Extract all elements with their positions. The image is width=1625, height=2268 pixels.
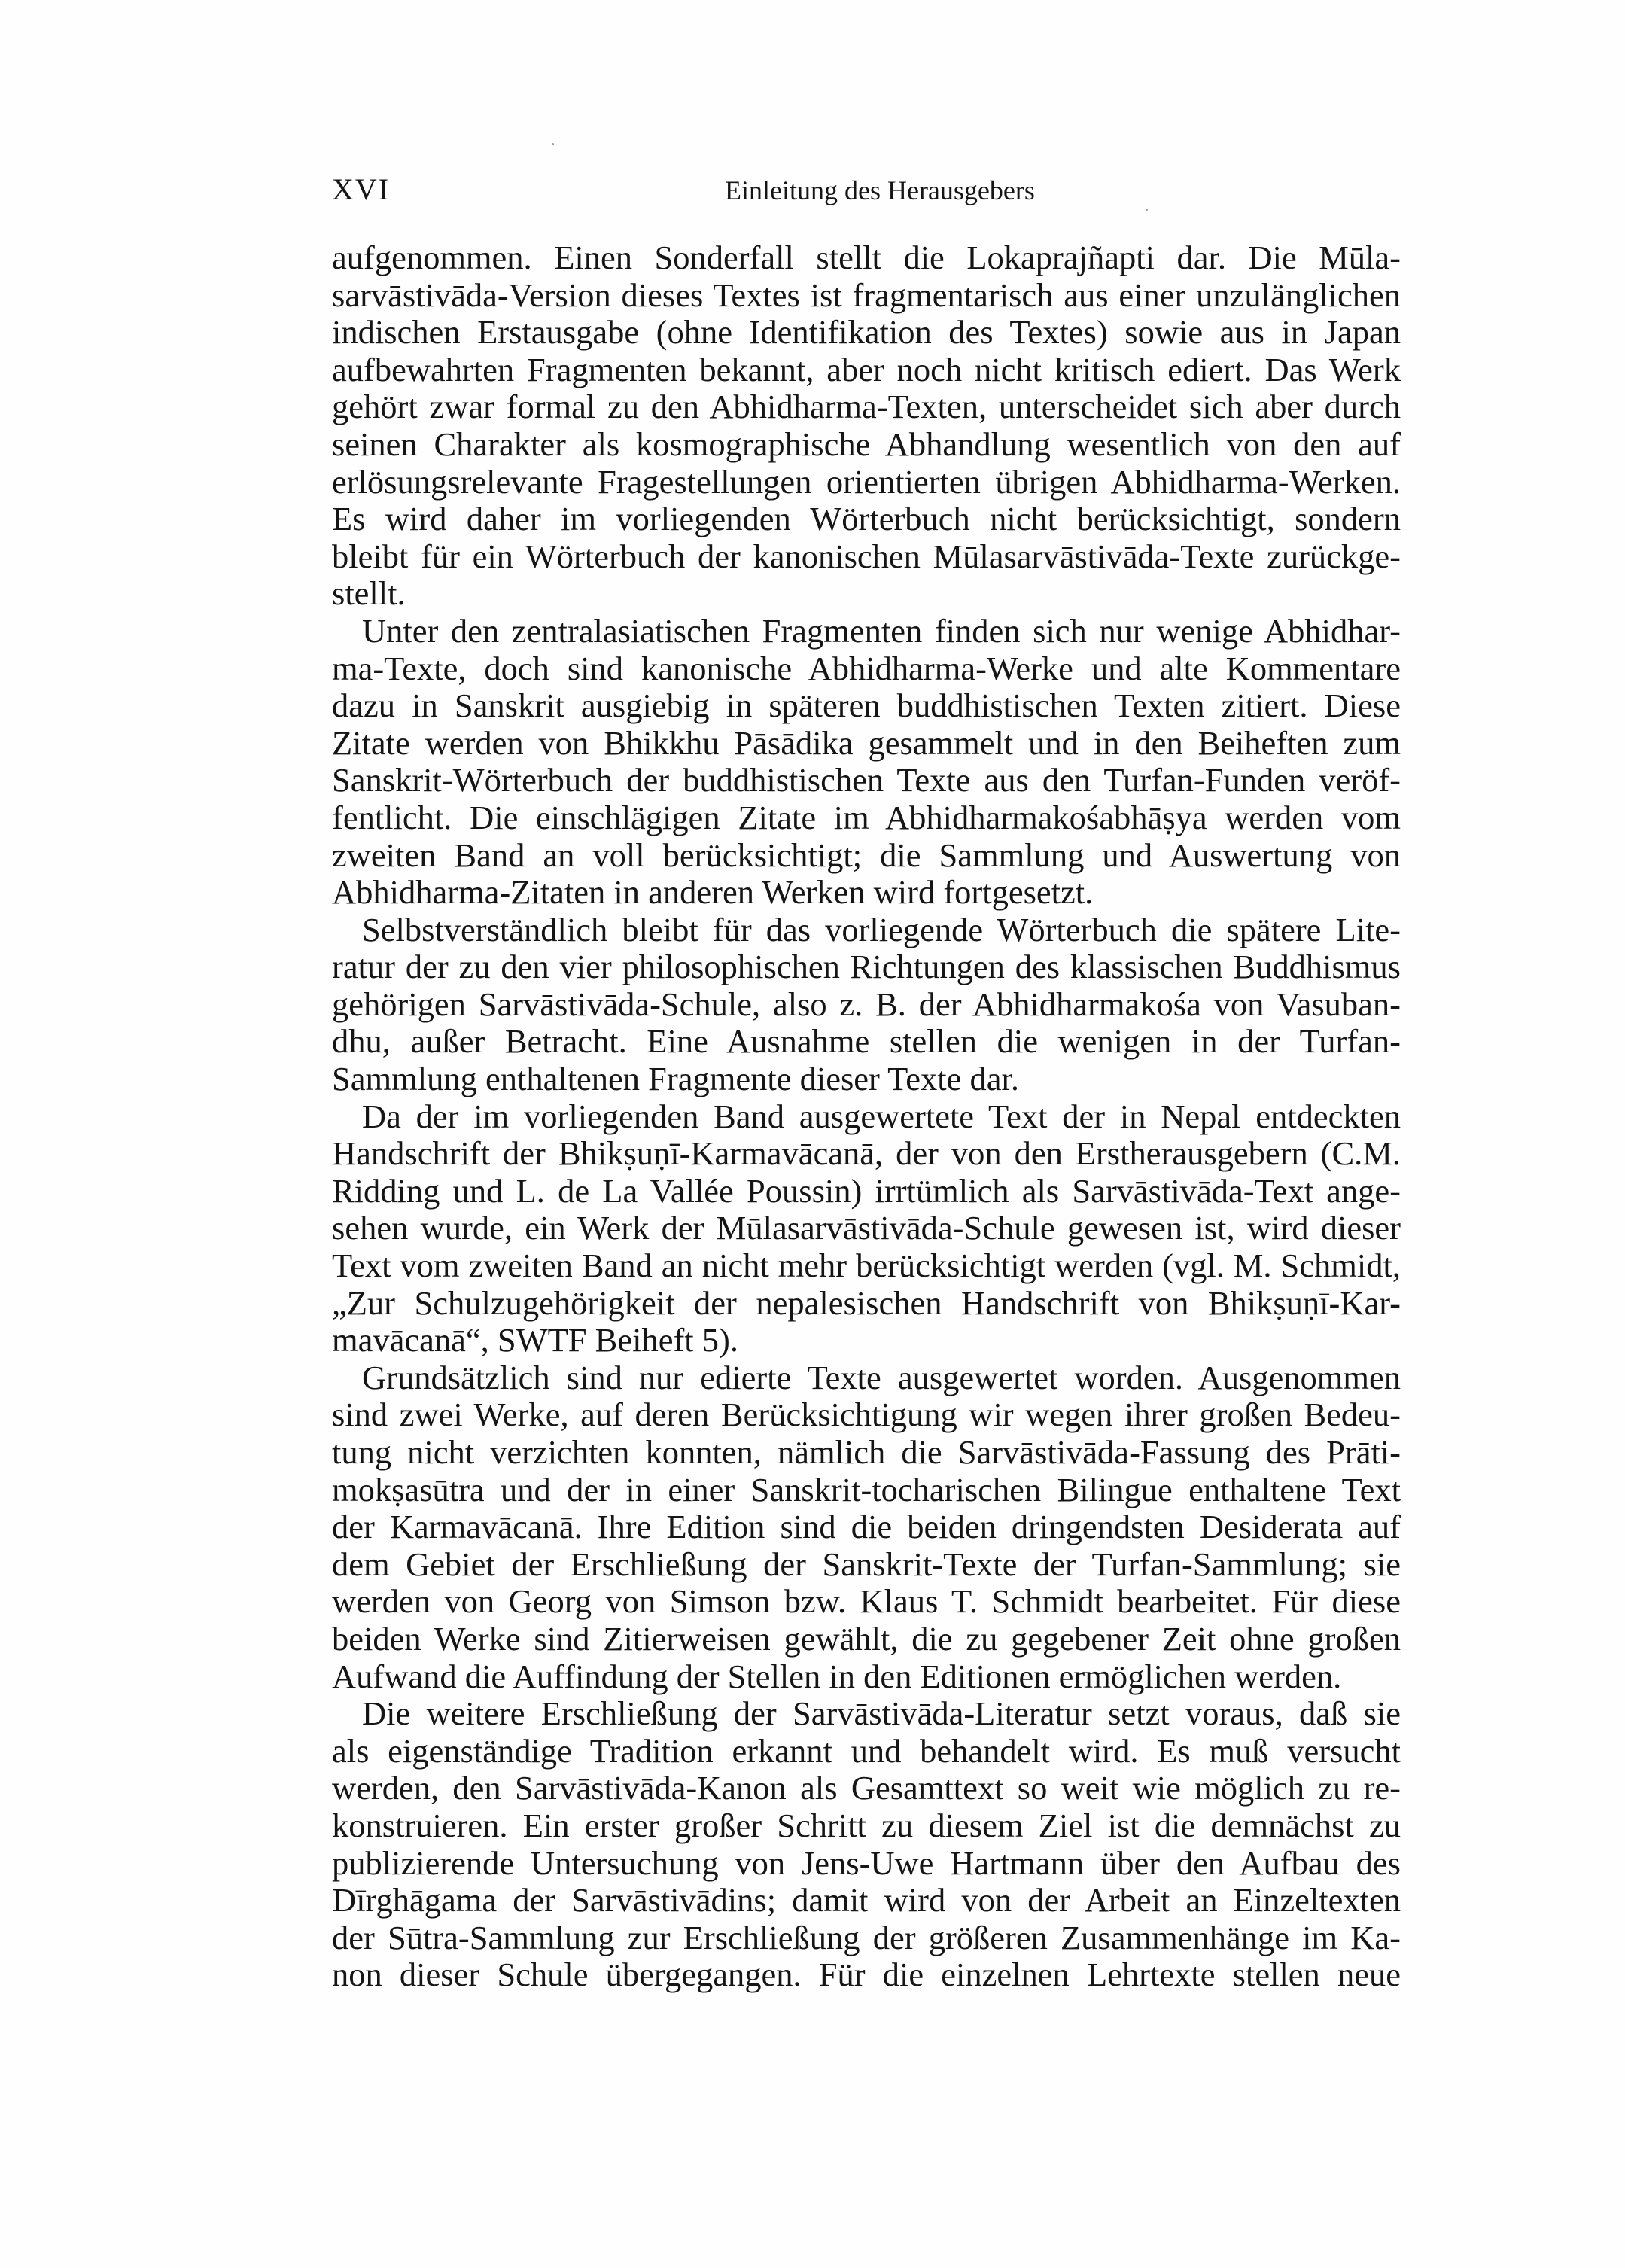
paragraph-2	[332, 613, 1401, 912]
text-line: Es wird daher im vorliegenden Wörterbuch nicht berücksichtigt, sondern	[332, 500, 1401, 538]
text-line: sind zwei Werke, auf deren Berücksichtigung wir wegen ihrer großen Bedeu-	[332, 1396, 1401, 1434]
text-line: dazu in Sanskrit ausgiebig in späteren buddhistischen Texten zitiert. Diese	[332, 686, 1401, 725]
text-line: ratur der zu den vier philosophischen Richtungen des klassischen Buddhismus	[332, 948, 1401, 986]
text-line: der Sūtra-Sammlung zur Erschließung der größeren Zusammenhänge im Ka-	[332, 1918, 1401, 1956]
text-line: mavācanā“, SWTF Beiheft 5).	[332, 1321, 738, 1359]
text-line: der Karmavācanā. Ihre Edition sind die beiden dringendsten Desiderata auf	[332, 1508, 1401, 1546]
text-line: zweiten Band an voll berücksichtigt; die Sammlung und Auswertung von	[332, 836, 1401, 874]
text-line: Zitate werden von Bhikkhu Pāsādika gesammelt und in den Beiheften zum	[332, 723, 1401, 762]
scan-speck	[1146, 209, 1148, 211]
text-line: werden von Georg von Simson bzw. Klaus T. Schmidt bearbeitet. Für diese	[332, 1582, 1401, 1621]
text-line: Die weitere Erschließung der Sarvāstivāda-Literatur setzt voraus, daß sie	[362, 1694, 1401, 1733]
scan-speck	[552, 143, 554, 145]
text-line: tung nicht verzichten konnten, nämlich die Sarvāstivāda-Fassung des Prāti-	[332, 1433, 1401, 1471]
text-line: Sammlung enthaltenen Fragmente dieser Texte dar.	[332, 1060, 1019, 1098]
text-line: stellt.	[332, 574, 406, 613]
text-line: dem Gebiet der Erschließung der Sanskrit-Texte der Turfan-Sammlung; sie	[332, 1545, 1401, 1583]
text-line: beiden Werke sind Zitierweisen gewählt, die zu gegebener Zeit ohne großen	[332, 1619, 1401, 1658]
paragraph-3	[332, 912, 1401, 1098]
text-line: ma-Texte, doch sind kanonische Abhidharma-Werke und alte Kommentare	[332, 649, 1401, 687]
text-line: Text vom zweiten Band an nicht mehr berücksichtigt werden (vgl. M. Schmidt,	[332, 1247, 1401, 1285]
text-line: werden, den Sarvāstivāda-Kanon als Gesamttext so weit wie möglich zu re-	[332, 1769, 1401, 1807]
text-line: Ridding und L. de La Vallée Poussin) irrtümlich als Sarvāstivāda-Text ange-	[332, 1171, 1401, 1210]
text-line: Selbstverständlich bleibt für das vorliegende Wörterbuch die spätere Lite-	[362, 910, 1401, 948]
text-line: Unter den zentralasiatischen Fragmenten finden sich nur wenige Abhidhar-	[362, 611, 1401, 650]
text-line: indischen Erstausgabe (ohne Identifikation des Textes) sowie aus in Japan	[332, 313, 1401, 352]
text-line: Sanskrit-Wörterbuch der buddhistischen Texte aus den Turfan-Funden veröf-	[332, 761, 1401, 799]
text-line: publizierende Untersuchung von Jens-Uwe Hartmann über den Aufbau des	[332, 1843, 1401, 1882]
text-line: erlösungsrelevante Fragestellungen orientierten übrigen Abhidharma-Werken.	[332, 462, 1401, 501]
text-line: aufgenommen. Einen Sonderfall stellt die Lokaprajñapti dar. Die Mūla-	[332, 239, 1401, 276]
text-line: mokṣasūtra und der in einer Sanskrit-tocharischen Bilingue enthaltene Text	[332, 1470, 1401, 1508]
text-line: fentlicht. Die einschlägigen Zitate im Abhidharmakośabhāṣya werden vom	[332, 798, 1401, 836]
text-line: sehen wurde, ein Werk der Mūlasarvāstivāda-Schule gewesen ist, wird dieser	[332, 1209, 1401, 1247]
paragraph-4	[332, 1098, 1401, 1359]
text-line: Aufwand die Auffindung der Stellen in den Editionen ermöglichen werden.	[332, 1657, 1342, 1695]
running-title: Einleitung des Herausgebers	[725, 175, 1035, 205]
text-line: gehörigen Sarvāstivāda-Schule, also z. B. der Abhidharmakośa von Vasuban-	[332, 985, 1401, 1023]
text-line: Grundsätzlich sind nur edierte Texte ausgewertet worden. Ausgenommen	[362, 1358, 1401, 1396]
text-line: dhu, außer Betracht. Eine Ausnahme stellen die wenigen in der Turfan-	[332, 1022, 1401, 1061]
paragraph-1	[332, 239, 1401, 613]
text-line: Abhidharma-Zitaten in anderen Werken wird fortgesetzt.	[332, 873, 1094, 912]
text-line: seinen Charakter als kosmographische Abhandlung wesentlich von den auf	[332, 425, 1401, 463]
paragraph-5	[332, 1359, 1401, 1695]
text-line: „Zur Schulzugehörigkeit der nepalesischen Handschrift von Bhikṣuṇī-Kar-	[332, 1283, 1401, 1322]
text-line: bleibt für ein Wörterbuch der kanonischen Mūlasarvāstivāda-Texte zurückge-	[332, 537, 1401, 575]
paragraph-6	[332, 1695, 1401, 1994]
text-line: Handschrift der Bhikṣuṇī-Karmavācanā, der von den Erstherausgebern (C.M.	[332, 1134, 1401, 1173]
body-text	[332, 239, 1401, 1994]
text-line: als eigenständige Tradition erkannt und behandelt wird. Es muß versucht	[332, 1731, 1401, 1770]
text-line: Dīrghāgama der Sarvāstivādins; damit wird von der Arbeit an Einzeltexten	[332, 1881, 1401, 1919]
text-line: Da der im vorliegenden Band ausgewertete Text der in Nepal entdeckten	[362, 1097, 1401, 1135]
text-line: gehört zwar formal zu den Abhidharma-Texten, unterscheidet sich aber durch	[332, 388, 1401, 426]
page-number: XVI	[332, 172, 391, 206]
text-line: aufbewahrten Fragmenten bekannt, aber noch nicht kritisch ediert. Das Werk	[332, 350, 1401, 388]
text-line: non dieser Schule übergegangen. Für die einzelnen Lehrtexte stellen neue	[332, 1956, 1401, 1994]
running-head	[332, 172, 1401, 217]
text-line: sarvāstivāda-Version dieses Textes ist fragmentarisch aus einer unzulänglichen	[332, 276, 1401, 314]
text-line: konstruieren. Ein erster großer Schritt zu diesem Ziel ist die demnächst zu	[332, 1806, 1401, 1844]
